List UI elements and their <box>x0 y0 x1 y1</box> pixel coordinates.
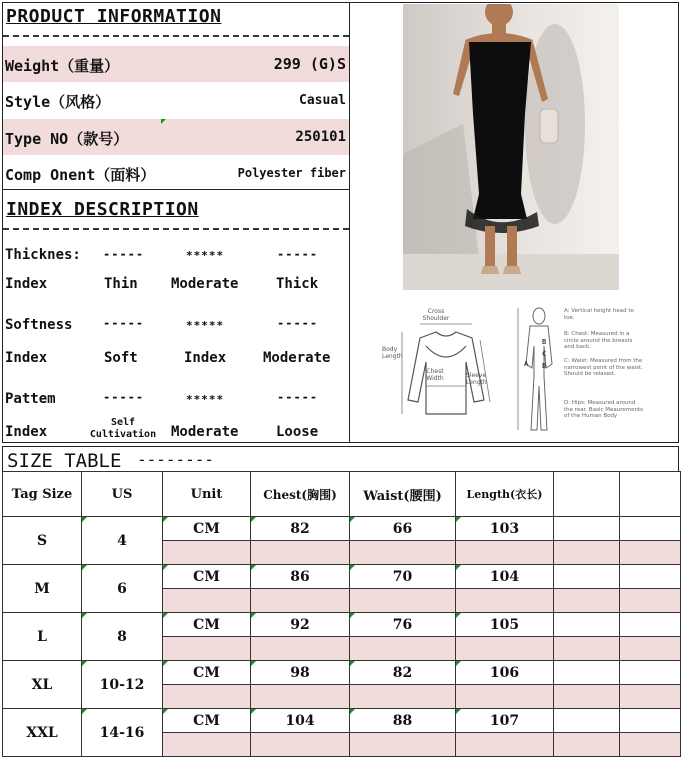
corner-mark <box>251 661 256 666</box>
empty-cell <box>554 565 620 589</box>
waist-value: 76 <box>392 616 413 633</box>
note-b: B: Chest: Measured in a circle around the breasts and back. <box>564 331 633 350</box>
empty-cell <box>620 661 681 685</box>
chest-cell <box>251 613 350 637</box>
header-unit: Unit <box>163 472 251 517</box>
option-moderate: Moderate <box>171 276 239 292</box>
size-table-title-bar <box>2 446 679 471</box>
us-size-value: 6 <box>117 580 127 597</box>
mark-selected: ***** <box>186 249 225 262</box>
note-d: D: Hips: Measured around the rear. Basic Meaurements of the Human Body <box>564 400 643 419</box>
option-thin: Thin <box>104 276 138 292</box>
corner-mark <box>350 661 355 666</box>
option-moderate: Moderate <box>263 350 331 366</box>
tag-size-cell: XL <box>3 661 82 709</box>
product-info-section <box>3 3 349 189</box>
corner-mark <box>350 709 355 714</box>
pink-cell <box>350 685 456 709</box>
pink-cell <box>350 733 456 757</box>
pink-cell <box>456 589 554 613</box>
length-cell <box>456 709 554 733</box>
empty-cell <box>620 565 681 589</box>
tag-size-cell: M <box>3 565 82 613</box>
unit-value: CM <box>193 616 220 633</box>
label-sleeve-length: Sleeve Length <box>466 372 487 386</box>
length-cell <box>456 565 554 589</box>
chest-value: 82 <box>290 520 310 537</box>
product-row-style <box>3 82 349 119</box>
index-description-section <box>3 190 349 442</box>
product-info-title: PRODUCT INFORMATION <box>6 6 222 27</box>
weight-label: Weight（重量） <box>5 57 120 75</box>
unit-cell <box>163 709 251 733</box>
title-dashed-rule <box>3 35 349 37</box>
pink-cell <box>350 637 456 661</box>
chest-cell <box>251 661 350 685</box>
tag-size-cell: XXL <box>3 709 82 757</box>
length-value: 105 <box>489 616 520 633</box>
us-size-value: 10-12 <box>99 676 145 693</box>
corner-mark <box>456 661 461 666</box>
table-row <box>3 613 681 637</box>
corner-mark <box>82 661 87 666</box>
note-c: C: Waist: Measured from the narrowest point of the waist. Should be relaxed. <box>564 358 643 377</box>
pink-cell <box>456 733 554 757</box>
header-empty-1 <box>554 472 620 517</box>
length-value: 104 <box>489 568 520 585</box>
header-empty-2 <box>620 472 681 517</box>
tag-size-cell: S <box>3 517 82 565</box>
note-a: A: Vertical height head to toe. <box>564 308 634 321</box>
mark-right: ----- <box>277 247 319 261</box>
waist-value: 82 <box>392 664 413 681</box>
comp-label: Comp Onent（面料） <box>5 166 156 184</box>
label-cross-shoulder: Cross Shoulder <box>422 308 450 322</box>
weight-value: 299 (G)S <box>273 55 346 73</box>
corner-mark <box>456 709 461 714</box>
pink-cell <box>554 541 620 565</box>
pink-cell <box>163 541 251 565</box>
table-row <box>3 565 681 589</box>
pink-cell <box>554 589 620 613</box>
corner-mark <box>350 613 355 618</box>
mark-selected: ***** <box>186 393 225 406</box>
length-value: 107 <box>489 712 520 729</box>
product-row-comp <box>3 155 349 189</box>
size-table-header-row <box>3 472 681 517</box>
chest-value: 98 <box>290 664 310 681</box>
chest-value: 86 <box>290 568 310 585</box>
waist-cell <box>350 565 456 589</box>
corner-mark <box>251 613 256 618</box>
letter-a: A <box>524 360 529 368</box>
type-label: Type NO（款号） <box>5 130 129 148</box>
option-moderate: Moderate <box>171 424 239 440</box>
waist-value: 88 <box>392 712 413 729</box>
corner-mark <box>163 565 168 570</box>
unit-cell <box>163 517 251 541</box>
mark-left: ----- <box>103 390 145 404</box>
pink-cell <box>163 733 251 757</box>
us-size-value: 8 <box>117 628 127 645</box>
empty-cell <box>554 661 620 685</box>
corner-mark <box>456 613 461 618</box>
header-waist: Waist(腰围) <box>350 472 456 517</box>
product-photo <box>403 4 619 290</box>
pink-cell <box>350 589 456 613</box>
label-chest-width: Chest Width <box>426 368 444 382</box>
index-label: Index <box>5 350 48 366</box>
length-cell <box>456 517 554 541</box>
waist-cell <box>350 613 456 637</box>
us-size-value: 4 <box>117 532 127 549</box>
table-row <box>3 517 681 541</box>
corner-mark <box>163 517 168 522</box>
index-label: Index <box>5 276 48 292</box>
empty-cell <box>620 709 681 733</box>
product-row-weight <box>3 46 349 82</box>
chest-cell <box>251 565 350 589</box>
corner-mark <box>456 565 461 570</box>
chest-cell <box>251 517 350 541</box>
pink-cell <box>620 685 681 709</box>
corner-mark <box>82 709 87 714</box>
us-size-value: 14-16 <box>99 724 145 741</box>
header-us: US <box>82 472 163 517</box>
option-self-cultivation: Self Cultivation <box>89 417 157 440</box>
product-row-type <box>3 119 349 155</box>
pink-cell <box>456 637 554 661</box>
corner-mark <box>251 709 256 714</box>
empty-cell <box>620 517 681 541</box>
size-table-title: SIZE TABLE <box>7 450 122 472</box>
pink-cell <box>554 733 620 757</box>
chest-cell <box>251 709 350 733</box>
pink-cell <box>620 637 681 661</box>
mark-left: ----- <box>103 247 145 261</box>
us-size-cell <box>82 565 163 613</box>
size-table <box>2 471 681 757</box>
pink-cell <box>554 685 620 709</box>
corner-mark <box>82 565 87 570</box>
corner-mark <box>350 517 355 522</box>
body-figure <box>516 306 562 434</box>
measurement-diagram <box>380 302 648 440</box>
title-dashed-rule <box>3 228 349 230</box>
waist-value: 66 <box>392 520 413 537</box>
empty-cell <box>554 517 620 541</box>
style-value: Casual <box>299 93 346 108</box>
index-description-title: INDEX DESCRIPTION <box>6 199 199 220</box>
letter-b: B <box>542 338 547 346</box>
unit-cell <box>163 613 251 637</box>
pink-cell <box>251 589 350 613</box>
group-name: Softness <box>5 317 73 333</box>
corner-mark <box>350 565 355 570</box>
unit-cell <box>163 565 251 589</box>
corner-mark <box>163 613 168 618</box>
header-chest: Chest(胸围) <box>251 472 350 517</box>
empty-cell <box>554 709 620 733</box>
pink-cell <box>620 589 681 613</box>
letter-d: D <box>542 362 547 370</box>
letter-c: C <box>542 350 547 358</box>
pink-cell <box>251 685 350 709</box>
pink-cell <box>554 637 620 661</box>
length-value: 106 <box>489 664 520 681</box>
pink-cell <box>163 589 251 613</box>
corner-mark <box>82 613 87 618</box>
corner-mark <box>82 517 87 522</box>
pink-cell <box>456 541 554 565</box>
pink-cell <box>163 637 251 661</box>
pink-cell <box>163 685 251 709</box>
option-index: Index <box>184 350 227 366</box>
corner-mark <box>163 661 168 666</box>
us-size-cell <box>82 661 163 709</box>
option-loose: Loose <box>276 424 319 440</box>
waist-cell <box>350 517 456 541</box>
table-row <box>3 661 681 685</box>
type-value: 250101 <box>295 129 346 145</box>
unit-value: CM <box>193 664 220 681</box>
unit-value: CM <box>193 712 220 729</box>
us-size-cell <box>82 709 163 757</box>
dress-model-image <box>403 4 619 290</box>
column-divider <box>349 2 350 443</box>
empty-cell <box>554 613 620 637</box>
option-soft: Soft <box>104 350 138 366</box>
pink-cell <box>251 541 350 565</box>
corner-mark <box>456 517 461 522</box>
comp-value: Polyester fiber <box>237 166 346 180</box>
size-table-title-dashes: -------- <box>137 450 215 469</box>
corner-mark <box>161 119 166 124</box>
length-cell <box>456 613 554 637</box>
waist-cell <box>350 709 456 733</box>
pink-cell <box>251 733 350 757</box>
waist-value: 70 <box>392 568 413 585</box>
pink-cell <box>620 541 681 565</box>
empty-cell <box>620 613 681 637</box>
mark-selected: ***** <box>186 319 225 332</box>
pink-cell <box>251 637 350 661</box>
group-name: Pattem <box>5 391 56 407</box>
header-length: Length(衣长) <box>456 472 554 517</box>
length-cell <box>456 661 554 685</box>
label-body-length: Body Length <box>382 346 403 360</box>
tag-size-cell: L <box>3 613 82 661</box>
unit-value: CM <box>193 520 220 537</box>
header-tag-size: Tag Size <box>3 472 82 517</box>
pink-cell <box>350 541 456 565</box>
chest-value: 104 <box>285 712 315 729</box>
table-row <box>3 709 681 733</box>
waist-cell <box>350 661 456 685</box>
corner-mark <box>251 517 256 522</box>
chest-value: 92 <box>290 616 310 633</box>
mark-right: ----- <box>277 390 319 404</box>
unit-cell <box>163 661 251 685</box>
style-label: Style（风格） <box>5 93 111 111</box>
pink-cell <box>456 685 554 709</box>
us-size-cell <box>82 613 163 661</box>
corner-mark <box>163 709 168 714</box>
index-label: Index <box>5 424 48 440</box>
length-value: 103 <box>489 520 520 537</box>
pink-cell <box>620 733 681 757</box>
group-name: Thicknes: <box>5 247 81 263</box>
option-thick: Thick <box>276 276 319 292</box>
corner-mark <box>251 565 256 570</box>
mark-right: ----- <box>277 316 319 330</box>
us-size-cell <box>82 517 163 565</box>
mark-left: ----- <box>103 316 145 330</box>
unit-value: CM <box>193 568 220 585</box>
